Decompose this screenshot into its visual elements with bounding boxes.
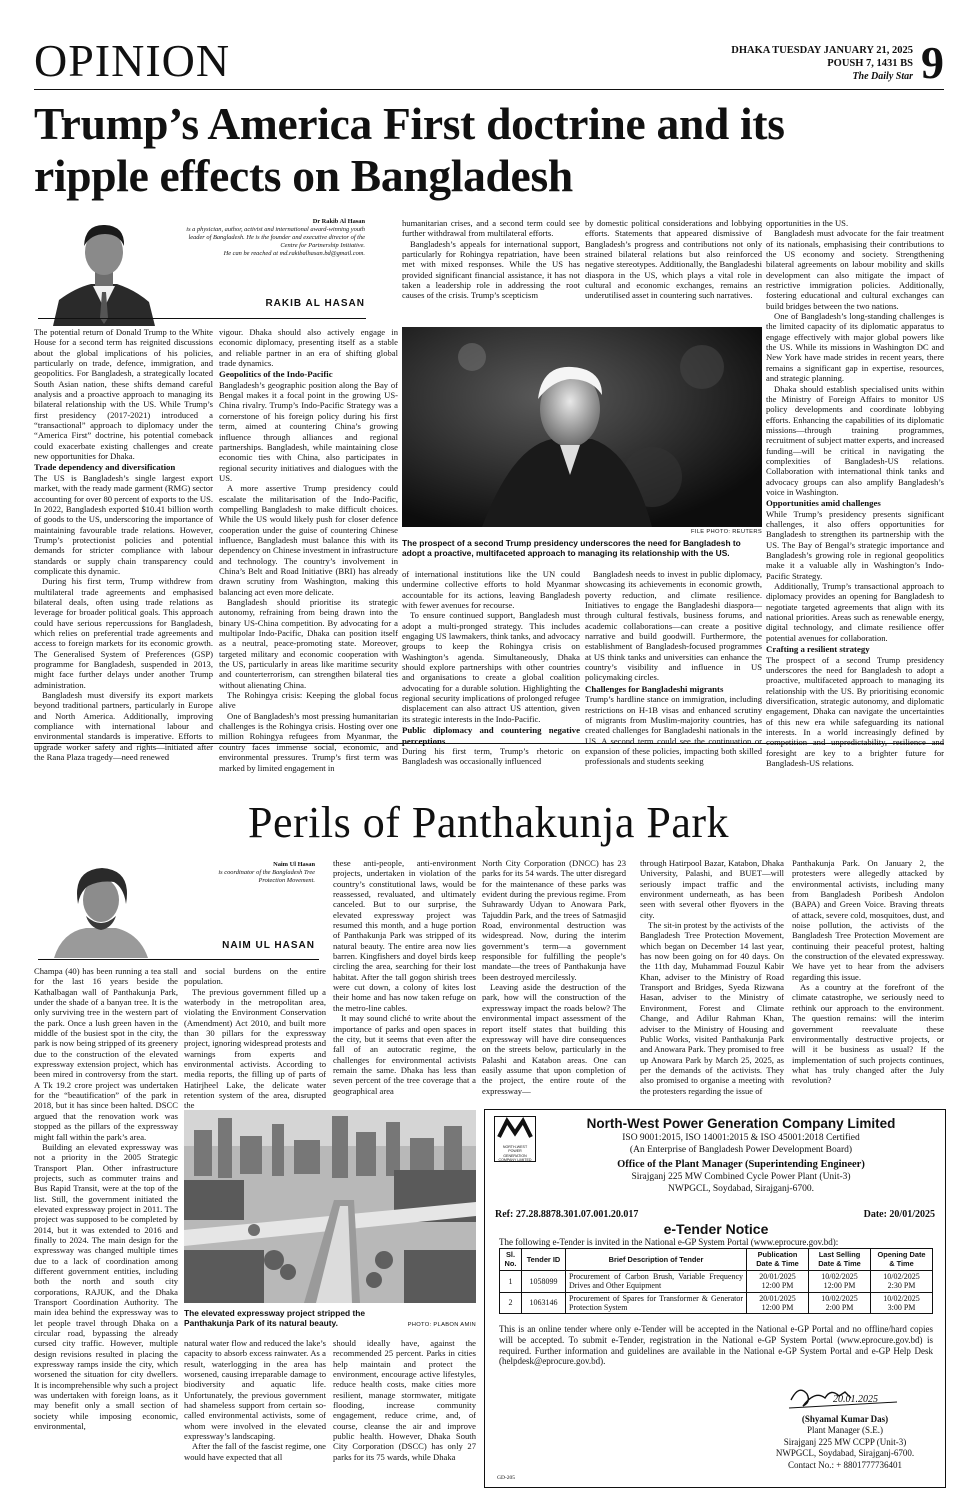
cell-open-date: 10/02/2025 bbox=[883, 1271, 920, 1281]
paragraph: The US is Bangladesh’s single largest export market, with the ready made garment (RMG) sector accounting for over 80 percent of exports to the US. In 2022, Bangladesh exported $10.41 billion worth of goods to the US, underscoring the importance of maintaining favourable trade relations. However, Trump’s protectionist policies and potential demands for stricter compliance with labour standards or supply chain transparency could complicate this dynamic. bbox=[34, 472, 213, 576]
signature-date: 20.01.2025 bbox=[833, 1394, 878, 1405]
paragraph: Bangladesh must advocate for the fair treatment of its nationals, emphasising their contributions to the US economy and society. Strengthening bilateral agreements on labour mobility and skills development can also mitigate the impact of restrictive immigration policies. Additionally, fostering educational and cultural exchanges can build bridges between the two nations. bbox=[766, 228, 944, 311]
headline-line-1: Trump’s America First doctrine and its bbox=[34, 98, 785, 149]
paragraph: North City Corporation (DNCC) has 23 parks for its 54 wards. The utter disregard for the maintenance of these parks was evident during the previous regime. From Suhrawardy Udyan to Anowara Park, Tajuddin Park, and the trees of Satmasjid Road, environmental destruction was widespread. Now, during the interim government’s term—a government responsible for fulfilling the people’s mandate—the trees of Panthakunja have been destroyed mercilessly. bbox=[482, 858, 626, 982]
paragraph: To ensure continued support, Bangladesh must adopt a multi-pronged strategy. This includes engaging US lawmakers, think tanks, and advocacy groups to keep the Rohingya crisis on Washington’s agenda. Simultaneously, Dhaka should explore partnerships with other countries and organisations to create a global coalition advocating for a durable solution. Highlighting the regional security implications of prolonged refugee displacement can also attract US attention, given its strategic interests in the Indo-Pacific. bbox=[402, 610, 580, 724]
paragraph: It may sound cliché to write about the importance of parks and open spaces in the city, but it seems that even after the fall of an autocratic regime, the challenges for environmental activists remain the same. Dhaka has less than seven percent of the tree coverage that a geographical area bbox=[333, 1013, 476, 1096]
subhead: Geopolitics of the Indo-Pacific bbox=[219, 369, 333, 380]
tender-table-header bbox=[500, 1249, 933, 1271]
date-block bbox=[731, 44, 913, 83]
enterprise-line: (An Enterprise of Bangladesh Power Development Board) bbox=[629, 1145, 853, 1155]
cell-sl: 1 bbox=[500, 1270, 522, 1292]
cell-pub-date: 20/01/2025 bbox=[759, 1293, 796, 1303]
subhead: Crafting a resilient strategy bbox=[766, 644, 870, 655]
table-row bbox=[500, 1270, 933, 1292]
paragraph: As a country at the forefront of the climate catastrophe, we seriously need to rethink our approach to the environment. The question remains: will the interim government reevaluate these environmentally destructive projects, or will it be business as usual? If the implementation of such projects continues, what has truly changed after the July revolution? bbox=[792, 982, 944, 1086]
iso-line: ISO 9001:2015, ISO 14001:2015 & ISO 45001:2018 Certified bbox=[622, 1133, 860, 1143]
cell-pub-time: 12:00 PM bbox=[761, 1281, 794, 1291]
article2-col4 bbox=[482, 858, 626, 1106]
cell-sell-time: 12:00 PM bbox=[823, 1281, 856, 1291]
article1-col3-top bbox=[402, 218, 580, 323]
cell-sl: 2 bbox=[500, 1292, 522, 1314]
byline-rakib bbox=[180, 218, 365, 258]
office-line: Office of the Plant Manager (Superintending Engineer) bbox=[617, 1159, 865, 1170]
page-number: 9 bbox=[921, 37, 944, 88]
company-name: North-West Power Generation Company Limited bbox=[586, 1116, 896, 1131]
col-tender-id: Tender ID bbox=[522, 1249, 566, 1271]
tender-footer: This is an online tender where only e-Tender will be accepted in the National e-GP Portal and no offline/hard copies will be accepted. To submit e-Tender, registration in the National e-GP System Portal (www.eprocure.gov.bd) is required. Further information and guidelines are available in the National e-GP System Portal and e-GP Help Desk (helpdesk@eprocure.gov.bd). bbox=[499, 1324, 933, 1367]
col-opening: Opening Date & Time bbox=[871, 1249, 933, 1271]
tender-intro: The following e-Tender is invited in the National e-GP System Portal (www.eprocure.gov.bd): bbox=[499, 1237, 839, 1247]
cell-id: 1063146 bbox=[522, 1292, 566, 1314]
bangla-date: POUSH 7, 1431 BS bbox=[827, 58, 913, 69]
paragraph: One of Bangladesh’s most pressing humanitarian challenges is the Rohingya crisis. Hosting over one million Rohingya refugees from Myanmar, the country faces immense social, economic, and environmental pressures. Trump’s first term was marked by limited engagement in bbox=[219, 710, 398, 773]
article1-col3-bottom bbox=[402, 569, 580, 767]
tender-table bbox=[499, 1248, 933, 1314]
col-publication: Publication Date & Time bbox=[747, 1249, 809, 1271]
cell-pub-date: 20/01/2025 bbox=[759, 1271, 796, 1281]
cell-desc: Procurement of Carbon Brush, Variable Frequency Drives and Other Equipment bbox=[566, 1270, 747, 1292]
sign-plant: Sirajganj 225 MW CCPP (Unit-3) bbox=[783, 1436, 907, 1447]
cell-open-date: 10/02/2025 bbox=[883, 1293, 920, 1303]
byline-name: Dr Rakib Al Hasan bbox=[312, 218, 365, 225]
paragraph: Building an elevated expressway was not a priority in the 2005 Strategic Transport Plan. Other infrastructure projects, such as commuter trains and Bus Rapid Transit, were at the top of the list. Still, the government initiated the elevated expressway project in 2011. The project was supposed to be completed by 2014, but it was extended to 2016 and finally to 2024. The main design for the expressway was changed multiple times due to a lack of coordination among different government entities, including both the north and south city corporations, RAJUK, and the Dhaka Transport Coordination Authority. The main idea behind the expressway was to let people travel through Dhaka on a circular road, bypassing the already cursed city traffic. However, multiple design revisions resulted in placing the expressway ramps inside the city, which worsened the situation for city dwellers. It is incomprehensible why such a project was undertaken with foreign loans, as it may benefit only a small section of society while imposing economic, environmental, bbox=[34, 1141, 178, 1432]
paragraph: humanitarian crises, and a second term could see further withdrawal from multilateral efforts. bbox=[402, 218, 580, 239]
author-photo-naim bbox=[38, 858, 164, 958]
paragraph: Panthakunja Park. On January 2, the protesters were allegedly attacked by environmental activists, including many from Bangladesh Poribesh Andolon (BAPA) and Green Voice. Braving threats of attack, severe cold, mosquitoes, dust, and noise pollution, the activists of the Bangladesh Tree Protection Movement are continuing their peaceful protest, halting the construction of the elevated expressway. We have yet to hear from the advisers regarding this issue. bbox=[792, 858, 944, 982]
article-divider bbox=[34, 743, 944, 744]
author-caps-rakib: RAKIB AL HASAN bbox=[265, 298, 365, 309]
gd-code: GD-205 bbox=[497, 1475, 516, 1481]
trump-photo-credit: FILE PHOTO: REUTERS bbox=[691, 529, 762, 535]
paragraph: The prospect of a second Trump presidency underscores the need for Bangladesh to adopt a proactive, multifaceted approach to managing its relationship with the US. By prioritising economic diversification, strategic autonomy, and diplomatic engagement, Dhaka can navigate the uncertainties of this new era while safeguarding its national interests. In a world increasingly defined by competition and unpredictability, resilience and foresight are key to a brighter future for Bangladesh-US relations. bbox=[766, 654, 944, 768]
paragraph: Dhaka should establish specialised units within the Ministry of Foreign Affairs to monitor US policy developments and coordinate lobbying efforts. Enhancing the capabilities of its diplomatic missions—through training programmes, recruitment of subject matter experts, and increased funding—will be critical in navigating the complexities of Bangladesh-US relations. Collaboration with international think tanks and advocacy groups can also amplify Bangladesh’s voice in Washington. bbox=[766, 383, 944, 497]
paragraph: The Rohingya crisis: Keeping the global focus alive bbox=[219, 690, 398, 711]
plant-line: Sirajganj 225 MW Combined Cycle Power Plant (Unit-3) bbox=[631, 1172, 851, 1182]
ad-header bbox=[541, 1116, 941, 1195]
paragraph: and social burdens on the entire population. bbox=[184, 966, 326, 987]
paragraph: Bangladesh’s appeals for international support, particularly for Rohingya repatriation, have been met with mixed responses. While the US has provided significant financial assistance, it has not taken a leadership role in addressing the root causes of the crisis. Trump’s scepticism bbox=[402, 238, 580, 301]
article2-col2-top bbox=[184, 966, 326, 1111]
sign-title: Plant Manager (S.E.) bbox=[807, 1425, 883, 1436]
ref-line: Ref: 27.28.8878.301.07.001.20.017 bbox=[495, 1209, 639, 1220]
paragraph: Bangladesh should prioritise its strategic autonomy, refraining from being drawn into the binary US-China competition. By advocating for a multipolar Indo-Pacific, Dhaka can position itself as a neutral, peace-promoting state. Moreover, targeted military and economic cooperation with the US, particularly in areas like maritime security and counterterrorism, can strengthen bilateral ties without alienating China. bbox=[219, 597, 398, 690]
paragraph: While Trump’s presidency presents significant challenges, it also offers opportunities for Bangladesh to strengthen its partnership with the US. The Bay of Bengal’s strategic importance and Bangladesh’s growing role in regional geopolitics make it a valuable ally in Washington’s Indo-Pacific Strategy. bbox=[766, 508, 944, 581]
byline-naim bbox=[205, 861, 315, 885]
paragraph: vigour. Dhaka should also actively engage in economic diplomacy, presenting itself as a stable and reliable partner in an era of shifting global trade dynamics. bbox=[219, 327, 398, 369]
expressway-caption: The elevated expressway project stripped the Panthakunja Park of its natural beauty. bbox=[184, 1308, 366, 1328]
article2-col3-bottom bbox=[333, 1338, 476, 1466]
paragraph: A more assertive Trump presidency could escalate the militarisation of the Indo-Pacific, compelling Bangladesh to make difficult choices. While the US would likely push for closer defence cooperation under the guise of countering Chinese influence, Bangladesh must balance this with its dependency on Chinese investment in infrastructure and technology. The country’s involvement in China’s Belt and Road Initiative (BRI) has already drawn scrutiny from Washington, making this balancing act even more delicate. bbox=[219, 483, 398, 597]
article2-col2-bottom bbox=[184, 1338, 326, 1466]
paragraph: Trump’s hardline stance on immigration, including restrictions on H-1B visas and enhanced scrutiny of migrants from Muslim-majority countries, has created challenges for Bangladeshi nationals in the US. A second term could see the continuation or expansion of these policies, impacting both skilled professionals and students seeking bbox=[585, 694, 762, 767]
expressway-photo bbox=[184, 1110, 476, 1303]
article2-headline: Perils of Panthakunja Park bbox=[247, 798, 730, 847]
article1-col2 bbox=[219, 327, 398, 773]
table-row bbox=[500, 1292, 933, 1314]
masthead-rule bbox=[34, 89, 944, 90]
paragraph: The sit-in protest by the activists of the Bangladesh Tree Protection Movement, which began on December 14 last year, has now been going on for 40 days. On the 11th day, Muhammad Fouzul Kabir Khan, adviser to the Ministry of Road Transport and Bridges, Syeda Rizwana Hasan, adviser to the Ministry of Environment, Forest and Climate Change, and Adilur Rahman Khan, adviser to the Ministry of Housing and Public Works, visited Panthakunja Park and Anowara Park. They promised to free up Anowara Park by March 25, 2025, as per the demands of the activists. They also promised to organise a meeting with the protesters regarding the issue of bbox=[640, 920, 784, 1096]
paragraph: should ideally have, against the recommended 25 percent. Parks in cities help maintain and protect the environment, encourage active lifestyles, reduce health costs, make cities more resilient, manage stormwater, mitigate flooding, increase community engagement, reduce crime, and, of course, cleanse the air and improve public health. However, Dhaka South City Corporation (DSCC) has only 27 parks for its 75 wards, while Dhaka bbox=[333, 1338, 476, 1462]
paragraph: these anti-people, anti-environment projects, undertaken in violation of the country’s constitutional laws, would be reassessed, revaluated, and ultimately canceled. But to our surprise, the elevated expressway project was resumed this month, and a huge portion of Panthakunja Park was stripped of its natural beauty. The entire area now lies barren. Kingfishers and doyel birds keep circling the area, searching for their lost habitat. After the tall gogon shirish trees were cut down, a colony of kites lost their home and has now taken refuge on the metro-line cables. bbox=[333, 858, 476, 1013]
article1-col4-bottom bbox=[585, 569, 762, 767]
trump-photo-caption: The prospect of a second Trump presidency underscores the need for Bangladesh to adopt a proactive, multifaceted approach to managing its relationship with the US. bbox=[402, 538, 741, 558]
cell-sell-date: 10/02/2025 bbox=[821, 1293, 858, 1303]
col-description: Brief Description of Tender bbox=[566, 1249, 747, 1271]
paragraph: Leaving aside the destruction of the park, how will the construction of the expressway impact the roads below? The environmental impact assessment of the report itself states that building this expressway will have dire consequences on the streets below, particularly in the Palashi and Katabon areas. One can easily assume that upon completion of the project, the entire route of the expressway— bbox=[482, 982, 626, 1096]
paragraph: During his first term, Trump withdrew from multilateral trade agreements and emphasised bilateral deals, often using trade relations as leverage for broader political goals. This approach could have serious repercussions for Bangladesh, which relies on preferential trade agreements and access to foreign markets for its economic growth. The Generalised System of Preferences (GSP) programme for Bangladesh, suspended in 2013, might face further delays under another Trump administration. bbox=[34, 576, 213, 690]
article1-col5 bbox=[766, 218, 944, 768]
expressway-credit: PHOTO: PLABON AMIN bbox=[407, 1322, 476, 1328]
byline-bio: is a physician, author, activist and international award-winning youth leader of Bangladesh. He is the founder and executive director of the Centre for Partnership Initiative. bbox=[186, 226, 365, 249]
logo-mark-icon bbox=[495, 1117, 535, 1139]
cell-desc: Procurement of Spares for Transformer & Generator Protection System bbox=[566, 1292, 747, 1314]
cell-id: 1058099 bbox=[522, 1270, 566, 1292]
paper-name: The Daily Star bbox=[852, 71, 913, 82]
article2-col1 bbox=[34, 966, 178, 1466]
byline-name: Naim Ul Hasan bbox=[273, 861, 315, 868]
paragraph: The potential return of Donald Trump to the White House for a second term has reignited discussions about the global implications of his policies, particularly on trade, defence, immigration, and geopolitics. For Bangladesh, a strategically located South Asian nation, these shifts demand careful analysis and a proactive approach to managing its bilateral relationship with the US. While Trump’s first presidency (2017-2021) introduced a “transactional” approach to diplomacy under the “America First” doctrine, his potential comeback could exacerbate existing challenges and create new opportunities for Dhaka. bbox=[34, 327, 213, 462]
author-photo-rakib bbox=[45, 212, 163, 326]
trump-photo bbox=[402, 327, 762, 527]
paragraph: During his first term, Trump’s rhetoric on Bangladesh was occasionally influenced bbox=[402, 745, 580, 767]
subhead: Challenges for Bangladeshi migrants bbox=[585, 683, 724, 694]
headline-line-2: ripple effects on Bangladesh bbox=[34, 150, 573, 201]
sign-address: NWPGCL, Soydabad, Sirajganj-6700. bbox=[775, 1448, 915, 1459]
tender-ad bbox=[484, 1109, 946, 1488]
paragraph: opportunities in the US. bbox=[766, 218, 849, 228]
sign-name: (Shyamal Kumar Das) bbox=[801, 1414, 889, 1424]
article1-col1 bbox=[34, 327, 213, 763]
subhead: Trade dependency and diversification bbox=[34, 462, 176, 473]
col-last-selling: Last Selling Date & Time bbox=[809, 1249, 871, 1271]
address-line: NWPGCL, Soydabad, Sirajganj-6700. bbox=[668, 1184, 814, 1194]
author-caps-naim: NAIM UL HASAN bbox=[222, 940, 315, 951]
paragraph: Bangladesh needs to invest in public diplomacy, showcasing its achievements in economic growth, poverty reduction, and climate resilience. Initiatives to engage the Bangladeshi diaspora—through cultural festivals, business forums, and academic collaborations—can create a positive narrative and build goodwill. Furthermore, the establishment of Bangladesh-focused programmes at US think tanks and universities can enhance the country’s visibility and influence in US policymaking circles. bbox=[585, 569, 762, 683]
subhead: Public diplomacy and countering negative perceptions bbox=[402, 725, 580, 746]
article2-col5 bbox=[640, 858, 784, 1106]
article2-col6 bbox=[792, 858, 944, 1106]
byline-contact: He can be reached at md.rakibalhasan.bd@gmail.com. bbox=[223, 250, 365, 257]
paragraph: After the fall of the fascist regime, one would have expected that all bbox=[184, 1441, 326, 1462]
cell-open-time: 3:00 PM bbox=[887, 1303, 916, 1313]
date-line: DHAKA TUESDAY JANUARY 21, 2025 bbox=[731, 45, 913, 56]
subhead: Opportunities amid challenges bbox=[766, 498, 881, 509]
paragraph: The previous government filled up a waterbody in the metropolitan area, violating the Environment Conservation (Amendment) Act 2010, and built more than 30 pillars for the expressway project, ignoring widespread protests and warnings from experts and environmental activists. According to media reports, the filling up of parts of Hatirjheel Lake, the delicate water retention system of the area, disrupted the bbox=[184, 986, 326, 1111]
paragraph: by domestic political considerations and lobbying efforts. Statements that appeared dismissive of Bangladesh’s progress and contributions not only strained bilateral relations but also reinforced negative stereotypes. Additionally, the Bangladeshi diaspora in the US, which plays a vital role in cultural and economic exchanges, remains an underutilised asset in countering such narratives. bbox=[585, 218, 762, 301]
col-sl: Sl. No. bbox=[500, 1249, 522, 1271]
article2-col3-top bbox=[333, 858, 476, 1106]
article1-headline bbox=[34, 98, 944, 202]
cell-sell-time: 2:00 PM bbox=[825, 1303, 854, 1313]
cell-sell-date: 10/02/2025 bbox=[821, 1271, 858, 1281]
tender-title: e-Tender Notice bbox=[663, 1221, 769, 1237]
paragraph: Additionally, Trump’s transactional approach to diplomacy provides an opening for Bangladesh to negotiate targeted agreements that align with its national priorities. Areas such as renewable energy, digital technology, and climate resilience offer potential avenues for collaboration. bbox=[766, 581, 944, 643]
article1-col4-top bbox=[585, 218, 762, 323]
paragraph: Bangladesh’s geographic position along the Bay of Bengal makes it a focal point in the growing US-China rivalry. Trump’s Indo-Pacific Strategy was a cornerstone of his foreign policy during his first term, aimed at countering China’s growing influence through alliances and regional partnerships. Bangladesh, while maintaining close economic ties with China, also participates in regional security initiatives and dialogues with the US. bbox=[219, 379, 398, 483]
date-line: Date: 20/01/2025 bbox=[863, 1209, 935, 1220]
paragraph: Bangladesh must diversify its export markets beyond traditional partners, particularly in Europe and North America. Additionally, improving compliance with international labour and environmental standards is imperative. Efforts to upgrade worker safety and rights—initiated after the Rana Plaza tragedy—need renewed bbox=[34, 690, 213, 763]
signatory-block bbox=[747, 1414, 943, 1471]
logo-text: NORTH-WEST POWER GENERATION COMPANY LIMITED bbox=[498, 1145, 532, 1163]
section-title: OPINION bbox=[34, 35, 231, 86]
byline-bio: is coordinator of the Bangladesh Tree Protection Movement. bbox=[218, 869, 315, 884]
paragraph: through Hatirpool Bazar, Katabon, Dhaka University, Palashi, and BUET—will seriously impact traffic and the environment underneath, as has been seen with several other flyovers in the city. bbox=[640, 858, 784, 920]
byline-rule-2 bbox=[38, 959, 319, 960]
paragraph: Champa (40) has been running a tea stall for the last 16 years beside the Kathalbagan wall of Panthakunja Park, under the shade of a banyan tree. It is the only surviving tree in the western part of the park. Once a lush green haven in the middle of the busiest spot in the city, the park is now being stripped of its greenery due to the construction of the elevated expressway extension project, which has been mired in controversy from the start. A Tk 19.2 crore project was undertaken for the “beautification” of the park in 2018, but it has since been halted. DSCC argued that the renovation work was stopped as the pillars of the expressway might fall within the park’s area. bbox=[34, 966, 178, 1142]
company-logo bbox=[494, 1116, 536, 1162]
byline-rule bbox=[38, 318, 366, 319]
paragraph: One of Bangladesh’s long-standing challenges is the limited capacity of its diplomatic apparatus to engage effectively with major global powers like the US. While its missions in Washington DC and New York have made strides in recent years, there remains a significant gap in expertise, resources, and strategic planning. bbox=[766, 311, 944, 384]
cell-open-time: 2:30 PM bbox=[887, 1281, 916, 1291]
paragraph: of international institutions like the UN could undermine collective efforts to hold Myanmar accountable for its actions, leaving Bangladesh with fewer avenues for recourse. bbox=[402, 569, 580, 611]
paragraph: natural water flow and reduced the lake’s capacity to absorb excess rainwater. As a result, waterlogging in the area has worsened, causing irreparable damage to biodiversity and aquatic life. Unfortunately, the previous government had shameless support from certain so-called environmental activists, some of whom were involved in the elevated expressway’s landscaping. bbox=[184, 1338, 326, 1442]
cell-pub-time: 12:00 PM bbox=[761, 1303, 794, 1313]
sign-contact: Contact No.: + 8801777736401 bbox=[787, 1459, 903, 1470]
